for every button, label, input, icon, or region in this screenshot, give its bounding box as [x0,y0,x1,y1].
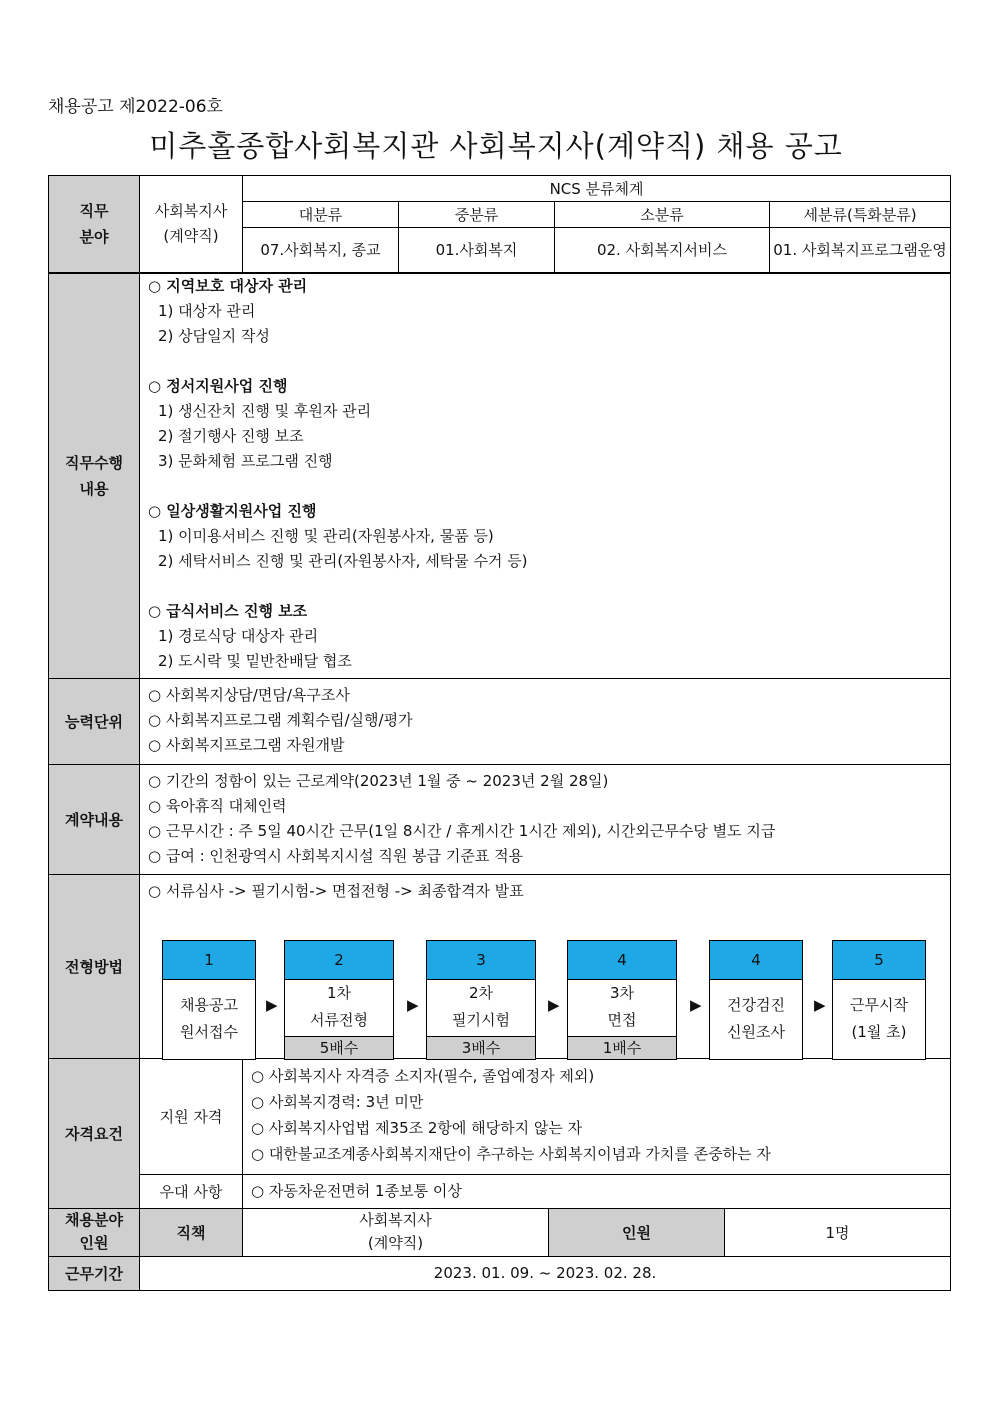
contract-content [140,764,951,874]
duty-group-title: ○ 일상생활지원사업 진행 [148,501,317,520]
competency-item: ○ 사회복지프로그램 계획수립/실행/평가 [148,710,413,729]
ncs-value-middle: 01.사회복지 [399,228,555,273]
step-box-written [426,940,536,1060]
apply-content [243,1058,951,1174]
flow-arrow-icon: ▶ [814,995,826,1014]
selection-content [140,874,951,1058]
step-line1: 건강검진 [727,995,785,1014]
duty-group-title: ○ 급식서비스 진행 보조 [148,601,308,620]
competency-label: 능력단위 [49,678,140,764]
step-number: 2 [285,941,393,980]
step-line2: 면접 [607,1010,637,1029]
apply-item: ○ 사회복지사 자격증 소지자(필수, 졸업예정자 제외) [251,1066,595,1085]
qualification-label: 자격요건 [49,1058,140,1208]
flow-arrow-icon: ▶ [266,995,278,1014]
step-box-application [162,940,256,1060]
apply-item: ○ 대한불교조계종사회복지재단이 추구하는 사회복지이념과 가치를 존중하는 자 [251,1144,771,1163]
contract-item: ○ 급여 : 인천광역시 사회복지시설 직원 봉급 기준표 적용 [148,846,524,865]
ncs-value-major: 07.사회복지, 종교 [243,228,399,273]
step-line2: 원서접수 [180,1022,238,1041]
duty-item: 1) 경로식당 대상자 관리 [158,626,319,645]
duties-label: 직무수행 내용 [49,273,140,679]
hiring-title-label: 직책 [140,1208,243,1256]
step-ratio: 1배수 [568,1036,676,1059]
step-ratio: 5배수 [285,1036,393,1059]
duty-item: 2) 절기행사 진행 보조 [158,426,304,445]
ncs-value-detail: 01. 사회복지프로그램운영 [770,228,951,273]
duty-group-title: ○ 지역보호 대상자 관리 [148,276,308,295]
step-number: 4 [710,941,802,980]
page-title: 미추홀종합사회복지관 사회복지사(계약직) 채용 공고 [149,129,843,163]
step-line1: 채용공고 [180,995,238,1014]
selection-label: 전형방법 [49,874,140,1058]
step-box-start-work [832,940,926,1060]
step-ratio: 3배수 [427,1036,535,1059]
flow-arrow-icon: ▶ [690,995,702,1014]
ncs-header-major: 대분류 [243,202,399,228]
competency-item: ○ 사회복지상담/면담/욕구조사 [148,685,350,704]
period-value: 2023. 01. 09. ~ 2023. 02. 28. [140,1256,951,1290]
step-line1: 3차 [609,983,635,1002]
step-box-interview [567,940,677,1060]
step-line1: 1차 [326,983,352,1002]
period-label: 근무기간 [49,1256,140,1290]
duty-item: 1) 생신잔치 진행 및 후원자 관리 [158,401,372,420]
preference-content [243,1174,951,1208]
step-line2: (1월 초) [851,1022,907,1041]
step-line2: 신원조사 [727,1022,785,1041]
step-number: 5 [833,941,925,980]
duty-group-title: ○ 정서지원사업 진행 [148,376,288,395]
notice-number: 채용공고 제2022-06호 [48,97,223,117]
ncs-header-detail: 세분류(특화분류) [770,202,951,228]
step-number: 3 [427,941,535,980]
competency-item: ○ 사회복지프로그램 자원개발 [148,735,345,754]
apply-label: 지원 자격 [140,1058,243,1174]
step-box-health-check [709,940,803,1060]
hiring-label: 채용분야 인원 [49,1208,140,1256]
competency-content [140,678,951,764]
ncs-title: NCS 분류체계 [243,176,951,202]
selection-flow [148,904,942,1057]
preference-item: ○ 자동차운전면허 1종보통 이상 [251,1181,462,1200]
apply-item: ○ 사회복지경력: 3년 미만 [251,1092,424,1111]
contract-label: 계약내용 [49,764,140,874]
preference-label: 우대 사항 [140,1174,243,1208]
duty-item: 2) 세탁서비스 진행 및 관리(자원봉사자, 세탁물 수거 등) [158,551,528,570]
hiring-count-value: 1명 [725,1208,951,1256]
duty-item: 3) 문화체험 프로그램 진행 [158,451,333,470]
step-number: 4 [568,941,676,980]
step-box-document [284,940,394,1060]
job-field-position: 사회복지사 (계약직) [140,176,243,273]
step-number: 1 [163,941,255,980]
apply-item: ○ 사회복지사업법 제35조 2항에 해당하지 않는 자 [251,1118,583,1137]
job-field-label: 직무 분야 [49,176,140,273]
step-line1: 근무시작 [850,995,908,1014]
contract-item: ○ 기간의 정함이 있는 근로계약(2023년 1월 중 ~ 2023년 2월 28일) [148,771,609,790]
contract-item: ○ 근무시간 : 주 5일 40시간 근무(1일 8시간 / 휴게시간 1시간 제외), 시간외근무수당 별도 지급 [148,821,776,840]
flow-arrow-icon: ▶ [407,995,419,1014]
step-line1: 2차 [468,983,494,1002]
recruitment-table [48,175,951,1291]
contract-item: ○ 육아휴직 대체인력 [148,796,287,815]
step-line2: 서류전형 [310,1010,368,1029]
step-line2: 필기시험 [452,1010,510,1029]
duty-item: 2) 상담일지 작성 [158,326,270,345]
duties-content [140,273,951,679]
hiring-count-label: 인원 [549,1208,725,1256]
ncs-value-minor: 02. 사회복지서비스 [555,228,770,273]
duty-item: 2) 도시락 및 밑반찬배달 협조 [158,651,352,670]
selection-summary: ○ 서류심사 -> 필기시험-> 면접전형 -> 최종합격자 발표 [148,881,524,900]
duty-item: 1) 이미용서비스 진행 및 관리(자원봉사자, 물품 등) [158,526,494,545]
hiring-title-value: 사회복지사 (계약직) [243,1208,549,1256]
ncs-header-minor: 소분류 [555,202,770,228]
ncs-header-middle: 중분류 [399,202,555,228]
flow-arrow-icon: ▶ [548,995,560,1014]
duty-item: 1) 대상자 관리 [158,301,256,320]
